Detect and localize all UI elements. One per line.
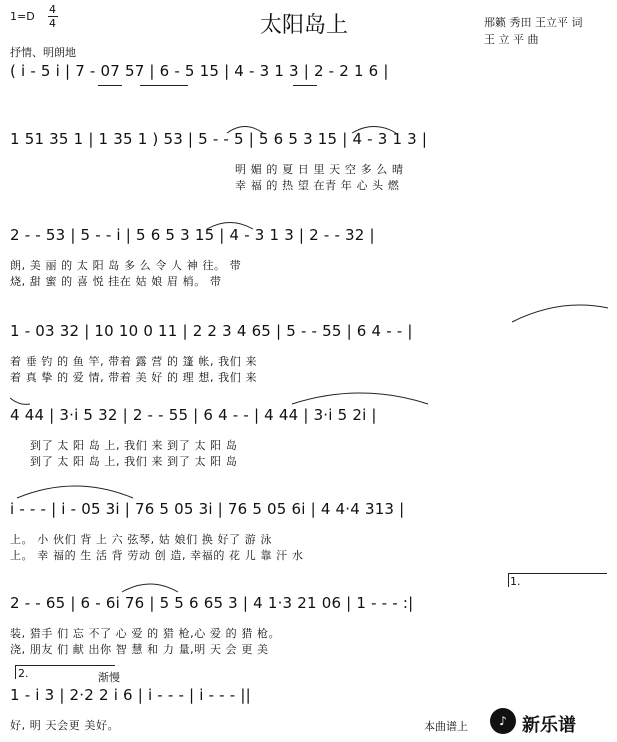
notes-row-3: 2 - - 53 | 5 - - i | 5 6 5 3 15 | 4 - 3 1 3 | 2 - - 32 | [10,226,375,244]
page-title: 太阳岛上 [260,13,349,38]
lyrics-verse-1-row-5: 到了 太 阳 岛 上, 我们 来 到了 太 阳 岛 [30,439,238,452]
volta-2-bracket-edge [15,665,16,679]
volta-1-label: 1. [510,575,521,588]
volta-2-label: 2. [18,667,29,680]
brand-logo-text: 新乐谱 [522,715,576,736]
notes-row-6: i - - - | i - 05 3i | 76 5 05 3i | 76 5 05 6i | 4 4·4 313 | [10,500,405,518]
slur-arc [225,122,265,134]
staff-row-3 [10,226,607,288]
beam [140,85,188,86]
tie-arc [510,302,610,324]
lyrics-verse-2-row-7: 浇, 朋友 们 献 出你 智 慧 和 力 量,明 天 会 更 美 [10,643,269,656]
lyrics-verse-2-row-4: 着 真 挚 的 爱 情, 带着 美 好 的 理 想, 我们 来 [10,371,258,384]
beam [98,85,122,86]
notes-row-1: ( i - 5 i | 7 - 07 57 | 6 - 5 15 | 4 - 3 1 3 | 2 - 2 1 6 | [10,62,389,80]
volta-1-bracket [508,573,607,574]
lyrics-verse-2-row-5: 到了 太 阳 岛 上, 我们 来 到了 太 阳 岛 [30,455,238,468]
key-signature: 1=D [10,10,35,23]
slur-arc [350,122,398,134]
slur-arc [205,218,255,230]
notes-row-2: 1 51 35 1 | 1 35 1 ) 53 | 5 - - 5 | 5 6 5 3 15 | 4 - 3 1 3 | [10,130,428,148]
staff-row-6 [10,500,607,562]
lyrics-verse-1-row-2: 明 媚 的 夏 日 里 天 空 多 么 晴 [235,163,404,176]
staff-row-2 [10,130,607,192]
lyrics-verse-2-row-2: 幸 福 的 热 望 在青 年 心 头 燃 [235,179,400,192]
brand-logo-icon: ♪ [490,708,516,734]
notes-row-7: 2 - - 65 | 6 - 6i 76 | 5 5 6 65 3 | 4 1·3 21 06 | 1 - - - :| [10,594,414,612]
notes-row-8: 1 - i 3 | 2·2 2 i 6 | i - - - | i - - - || [10,686,251,704]
lyrics-verse-1-row-7: 装, 猎手 们 忘 不了 心 爱 的 猎 枪,心 爱 的 猎 枪。 [10,627,281,640]
volta-2-bracket [15,665,115,666]
time-signature-top: 4 [49,3,56,16]
tie-arc [15,478,135,500]
staff-row-5 [10,406,607,468]
notes-row-4: 1 - 03 32 | 10 10 0 11 | 2 2 3 4 65 | 5 - - 55 | 6 4 - - | [10,322,413,340]
time-signature-bottom: 4 [49,17,56,30]
lyrics-verse-1-row-4: 着 垂 钓 的 鱼 竿, 带着 露 营 的 篷 帐, 我们 来 [10,355,258,368]
staff-row-1 [10,62,607,102]
staff-row-7 [10,594,607,656]
tie-arc [10,392,30,406]
lyrics-verse-2-row-6: 上。 幸 福的 生 活 背 劳动 创 造, 幸福的 花 儿 靠 汗 水 [10,549,304,562]
lyrics-verse-1-row-6: 上。 小 伙们 背 上 六 弦琴, 姑 娘们 换 好了 游 泳 [10,533,273,546]
slur-arc [120,578,180,594]
lyrics-verse-1-row-3: 朗, 美 丽 的 太 阳 岛 多 么 令 人 神 往。 带 [10,259,242,272]
notes-row-5: 4 44 | 3·i 5 32 | 2 - - 55 | 6 4 - - | 4 44 | 3·i 5 2i | [10,406,377,424]
volta-1-bracket-edge [508,573,509,587]
lyricist-credit: 邢籁 秀田 王立平 词 [484,16,583,29]
composer-credit: 王 立 平 曲 [484,33,539,46]
tempo-mark: 渐慢 [98,671,120,684]
lyrics-verse-2-row-3: 烧, 甜 蜜 的 喜 悦 挂在 姑 娘 眉 梢。 带 [10,275,222,288]
expression-mark: 抒情、明朗地 [10,46,76,59]
staff-row-4 [10,322,607,384]
tie-arc [290,386,430,406]
watermark-source: 本曲谱上 [424,720,468,733]
beam [293,85,317,86]
lyrics-verse-1-row-8: 好, 明 天会更 美好。 [10,719,120,732]
